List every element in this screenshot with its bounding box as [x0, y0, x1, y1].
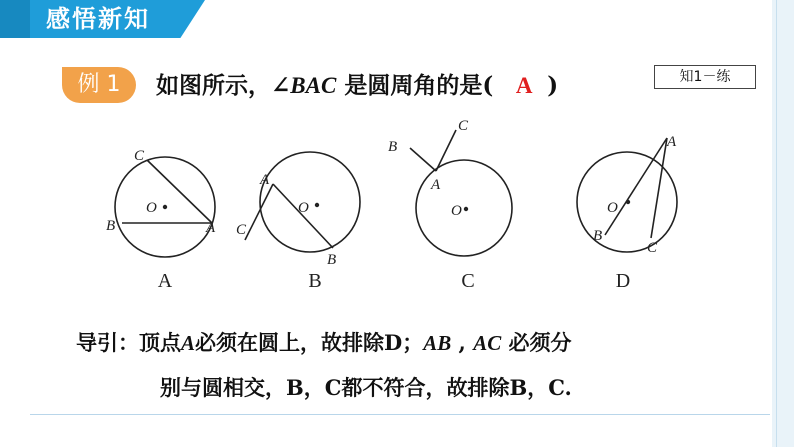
point-label: C: [134, 148, 145, 164]
figure-d: [565, 120, 695, 274]
point-label: C: [458, 118, 469, 134]
guide-line-2: 别与圆相交，B，C都不符合，故排除B，C.: [160, 375, 572, 400]
point-label: A: [431, 177, 441, 193]
point-label: A: [667, 134, 677, 150]
point-label: B: [106, 218, 116, 234]
figure-caption: B: [308, 270, 322, 292]
practice-tag: 知1－练: [654, 65, 756, 89]
example-badge: 例 1: [62, 67, 136, 103]
guide-line-1: 导引：顶点A必须在圆上，故排除D；AB , AC 必须分: [76, 330, 572, 355]
point-label: C: [236, 222, 247, 238]
point-label: A: [260, 172, 270, 188]
point-label: C: [647, 240, 658, 256]
figure-a: [100, 112, 240, 276]
point-label: O: [146, 200, 157, 216]
figure-b: [230, 112, 380, 276]
point-label: A: [206, 220, 216, 236]
figure-caption: A: [157, 270, 173, 292]
point-label: O: [298, 200, 309, 216]
answer-text: A: [515, 73, 533, 98]
point-label: B: [327, 252, 337, 268]
figure-caption: D: [615, 270, 631, 292]
point-label: B: [593, 228, 603, 244]
section-title: 感悟新知: [46, 5, 150, 33]
bottom-divider: [30, 414, 770, 415]
point-label: O: [451, 203, 462, 219]
figure-c: [380, 108, 530, 277]
point-label: O: [607, 200, 618, 216]
question-text: 如图所示，∠BAC 是圆周角的是( A ): [156, 70, 558, 102]
figure-caption: C: [461, 270, 475, 292]
right-rail: [772, 0, 794, 447]
point-label: B: [388, 139, 398, 155]
